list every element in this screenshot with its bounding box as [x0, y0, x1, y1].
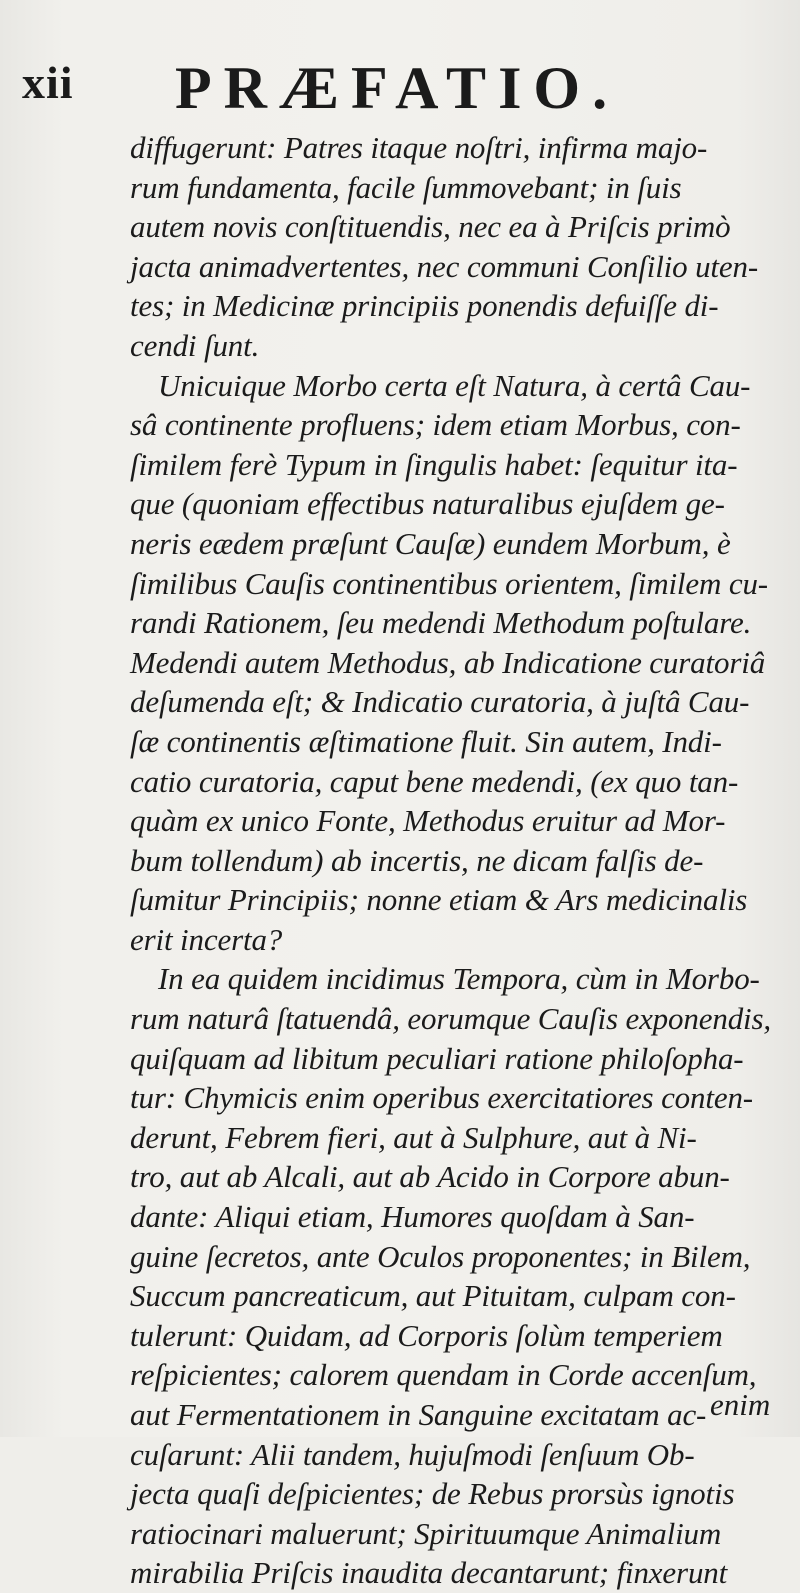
text-line: jecta quaſi deſpicientes; de Rebus prorsùs ignotis — [130, 1476, 735, 1512]
text-line: rum naturâ ſtatuendâ, eorumque Cauſis exponendis, — [130, 1001, 772, 1037]
text-line: tur: Chymicis enim operibus exercitatiores conten- — [130, 1080, 753, 1116]
paragraph-start-line: In ea quidem incidimus Tempora, cùm in Morbo- — [158, 961, 760, 997]
text-line: que (quoniam effectibus naturalibus ejuſdem ge- — [130, 486, 725, 522]
text-line: ſæ continentis æſtimatione fluit. Sin autem, Indi- — [130, 723, 722, 759]
text-line: autem novis conſtituendis, nec ea à Priſcis primò — [130, 209, 731, 245]
text-line: ratiocinari maluerunt; Spirituumque Animalium — [130, 1515, 722, 1551]
text-line: aut Fermentationem in Sanguine excitatam ac- — [130, 1397, 707, 1432]
text-line: rum fundamenta, facile ſummovebant; in ſuis — [130, 169, 682, 205]
text-line: jacta animadvertentes, nec communi Conſilio uten- — [130, 248, 759, 284]
text-line: diffugerunt: Patres itaque noſtri, infirma majo- — [130, 130, 708, 165]
text-line: erit incerta? — [130, 921, 283, 957]
text-line: deſumenda eſt; & Indicatio curatoria, à juſtâ Cau- — [130, 684, 750, 720]
catchword: enim — [710, 1387, 771, 1422]
text-line: bum tollendum) ab incertis, ne dicam falſis de- — [130, 842, 704, 878]
text-line: sâ continente profluens; idem etiam Morbus, con- — [130, 407, 741, 443]
text-line: derunt, Febrem fieri, aut à Sulphure, aut à Ni- — [130, 1119, 697, 1155]
text-line: quiſquam ad libitum peculiari ratione philoſopha- — [130, 1040, 744, 1076]
text-line: tes; in Medicinæ principiis ponendis defuiſſe di- — [130, 288, 719, 324]
text-line: ſimilem ferè Typum in ſingulis habet: ſequitur ita- — [130, 446, 738, 482]
text-line: dante: Aliqui etiam, Humores quoſdam à San- — [130, 1199, 695, 1235]
text-line: cuſarunt: Alii tandem, hujuſmodi ſenſuum Ob- — [130, 1436, 695, 1472]
paragraph-start-line: Unicuique Morbo certa eſt Natura, à certâ Cau- — [158, 367, 751, 403]
text-line: Medendi autem Methodus, ab Indicatione curatoriâ — [130, 644, 766, 680]
text-line: neris eædem præſunt Cauſæ) eundem Morbum, è — [130, 525, 731, 561]
page-number: xii — [22, 57, 74, 108]
text-line: catio curatoria, caput bene medendi, (ex quo tan- — [130, 763, 739, 799]
text-line: tro, aut ab Alcali, aut ab Acido in Corpore abun- — [130, 1159, 730, 1195]
text-line: mirabilia Priſcis inaudita decantarunt; finxerunt — [130, 1555, 728, 1591]
text-line: ſumitur Principiis; nonne etiam & Ars medicinalis — [130, 882, 748, 918]
text-line: ſimilibus Cauſis continentibus orientem, ſimilem cu- — [130, 565, 768, 601]
text-line: tulerunt: Quidam, ad Corporis ſolùm temperiem — [130, 1317, 723, 1353]
running-head: PRÆFATIO. — [175, 55, 620, 121]
text-line: cendi ſunt. — [130, 327, 260, 363]
text-line: guine ſecretos, ante Oculos proponentes; in Bilem, — [130, 1238, 751, 1274]
text-line: reſpicientes; calorem quendam in Corde accenſum, — [130, 1357, 757, 1393]
text-line: Succum pancreaticum, aut Pituitam, culpam con- — [130, 1278, 736, 1314]
body-text — [130, 128, 790, 1593]
text-line: randi Rationem, ſeu medendi Methodum poſtulare. — [130, 605, 752, 641]
text-line: quàm ex unico Fonte, Methodus eruitur ad Mor- — [130, 803, 726, 839]
